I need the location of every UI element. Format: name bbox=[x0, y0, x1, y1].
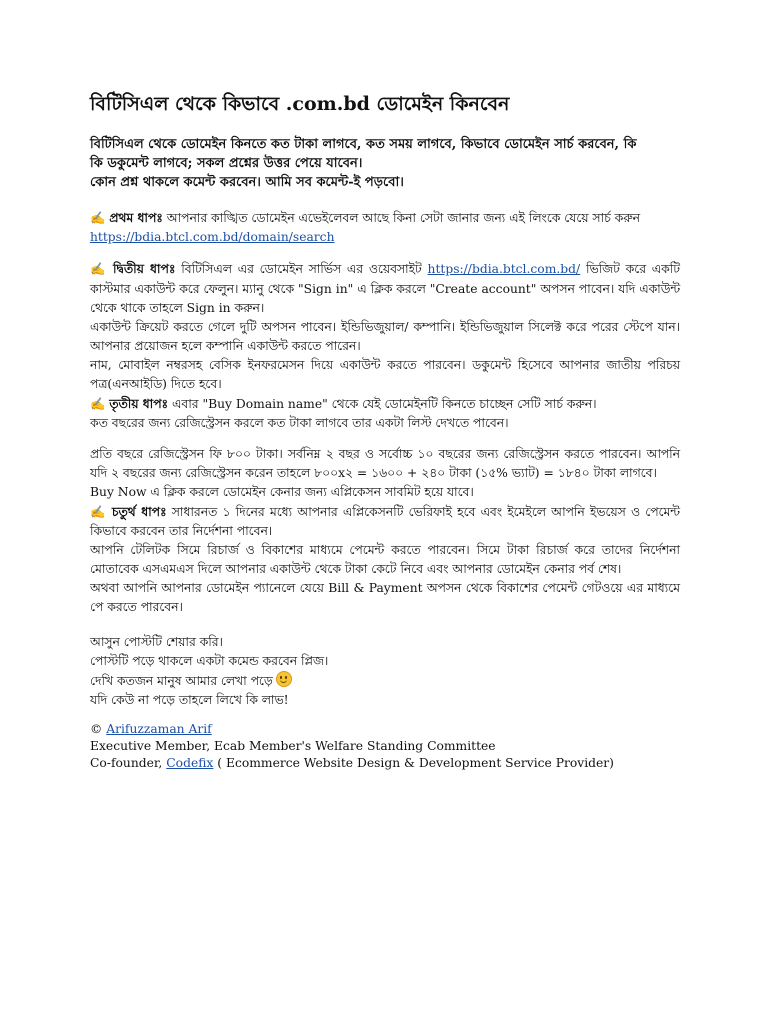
step-4-text: সাধারনত ১ দিনের মধ্যে আপনার এপ্লিকেসনটি ভেরিফাই হবে এবং ইমেইলে আপনি ইভয়েস ও পেমেন্ট কিভাবে করবেন তার নির্দেশনা পাবেন। bbox=[90, 505, 680, 539]
step-2-paragraph: নাম, মোবাইল নম্বরসহ বেসিক ইনফরমেসন দিয়ে একাউন্ট করতে পারবেন। ডকুমেন্ট হিসেবে আপনার জাতীয় পরিচয় পত্র(এনআইডি) দিতে হবে। bbox=[90, 357, 680, 391]
domain-search-link[interactable]: https://bdia.btcl.com.bd/domain/search bbox=[90, 230, 335, 245]
writing-hand-icon: ✍ bbox=[90, 396, 106, 411]
buy-now-paragraph: Buy Now এ ক্লিক করলে ডোমেইন কেনার জন্য এপ্লিকেসন সাবমিট হয়ে যাবে। bbox=[90, 485, 474, 499]
step-2-text: ভিজিট করে একটি কাস্টমার একাউন্ট করে ফেলুন। ম্যানু থেকে "Sign in" এ ক্লিক করলে "Create account" অপসন পাবেন। যদি একাউন্ট থেকে থাকে তাহলে Sign in করুন। bbox=[90, 262, 680, 315]
step-1-label: প্রথম ধাপঃ bbox=[109, 210, 163, 226]
cofounder-suffix: ( Ecommerce Website Design & Development Service Provider) bbox=[213, 756, 614, 771]
outro-line: পোস্টটি পড়ে থাকলে একটা কমেন্ড করবেন প্লিজ। bbox=[90, 654, 329, 669]
step-4 bbox=[90, 502, 680, 541]
btcl-website-link[interactable]: https://bdia.btcl.com.bd/ bbox=[427, 262, 581, 277]
signature-author-line bbox=[90, 721, 680, 738]
smiley-icon bbox=[276, 671, 292, 687]
step-3-label: তৃতীয় ধাপঃ bbox=[109, 395, 169, 411]
step-3 bbox=[90, 394, 680, 414]
writing-hand-icon: ✍ bbox=[90, 262, 108, 277]
signature-role: Executive Member, Ecab Member's Welfare Standing Committee bbox=[90, 738, 496, 753]
document-page bbox=[90, 92, 680, 773]
intro-block bbox=[90, 135, 680, 193]
step-3-text: এবার "Buy Domain name" থেকে যেই ডোমেইনটি কিনতে চাচ্ছেন সেটি সার্চ করুন। bbox=[168, 396, 597, 411]
page-title: বিটিসিএল থেকে কিভাবে .com.bd ডোমেইন কিনবেন bbox=[90, 93, 510, 115]
outro-line: আসুন পোস্টটি শেয়ার করি। bbox=[90, 635, 223, 650]
company-link[interactable]: Codefix bbox=[166, 756, 214, 771]
intro-line: কি ডকুমেন্ট লাগবে; সকল প্রশ্নের উত্তর পেয়ে যাবেন। bbox=[90, 155, 363, 171]
outro-line-text: দেখি কতজন মানুষ আমার লেখা পড়ে bbox=[90, 674, 273, 689]
step-2-label: দ্বিতীয় ধাপঃ bbox=[113, 261, 176, 277]
outro-line bbox=[90, 671, 680, 691]
writing-hand-icon: ✍ bbox=[90, 505, 107, 520]
step-2-text: বিটিসিএল এর ডোমেইন সার্ভিস এর ওয়েবসাইট bbox=[175, 262, 428, 277]
step-1 bbox=[90, 208, 680, 247]
intro-line: বিটিসিএল থেকে ডোমেইন কিনতে কত টাকা লাগবে, কত সময় লাগবে, কিভাবে ডোমেইন সার্চ করবেন, কি bbox=[90, 136, 637, 152]
step-3-paragraph: কত বছরের জন্য রেজিস্ট্রেসন করলে কত টাকা লাগবে তার একটা লিস্ট দেখতে পাবেন। bbox=[90, 415, 509, 430]
intro-line: কোন প্রশ্ন থাকলে কমেন্ট করবেন। আমি সব কমেন্ট-ই পড়বো। bbox=[90, 175, 404, 191]
signature-cofounder-line bbox=[90, 755, 680, 772]
signature-block bbox=[90, 721, 680, 773]
step-2 bbox=[90, 259, 680, 317]
copyright-symbol: © bbox=[90, 721, 103, 736]
step-4-paragraph: আপনি টেলিটক সিমে রিচার্জ ও বিকাশের মাধ্যমে পেমেন্ট করতে পারবেন। সিমে টাকা রিচার্জ করে তাদের নির্দেশনা মোতাবেক এসএমএস দিলে আপনার একাউন্ট থেকে টাকা কেটে নিবে এবং আপনার ডোমেইন কেনার পর্ব শেষ। bbox=[90, 543, 680, 577]
step-1-text: আপনার কাঙ্খিত ডোমেইন এভেইলেবল আছে কিনা সেটা জানার জন্য এই লিংকে যেয়ে সার্চ করুন bbox=[162, 211, 641, 226]
author-link[interactable]: Arifuzzaman Arif bbox=[106, 721, 212, 736]
step-4-paragraph: অথবা আপনি আপনার ডোমেইন প্যানেলে যেয়ে Bill & Payment অপসন থেকে বিকাশের পেমেন্ট গেটওয়ে এর মাধ্যমে পে করতে পারবেন। bbox=[90, 581, 680, 615]
step-2-paragraph: একাউন্ট ক্রিয়েট করতে গেলে দুটি অপসন পাবেন। ইন্ডিভিজুয়াল/ কম্পানি। ইন্ডিভিজুয়াল সিলেক্ট করে পরের স্টেপে যান। আপনার প্রয়োজন হলে কম্পানি একাউন্ট করতে পারেন। bbox=[90, 319, 680, 353]
step-4-label: চতুর্থ ধাপঃ bbox=[111, 504, 167, 520]
outro-line: যদি কেউ না পড়ে তাহলে লিখে কি লাভ! bbox=[90, 693, 289, 708]
cofounder-prefix: Co-founder, bbox=[90, 756, 167, 771]
price-paragraph: প্রতি বছরে রেজিস্ট্রেসন ফি ৮০০ টাকা। সর্বনিম্ন ২ বছর ও সর্বোচ্চ ১০ বছরের জন্য রেজিস্ট্রেসন করতে পারবেন। আপনি যদি ২ বছরের জন্য রেজিস্ট্রেসন করেন তাহলে ৮০০x২ = ১৬০০ + ২৪০ টাকা (১৫% ভ্যাট) = ১৮৪০ টাকা লাগবে। bbox=[90, 446, 680, 480]
writing-hand-icon: ✍ bbox=[90, 211, 106, 226]
